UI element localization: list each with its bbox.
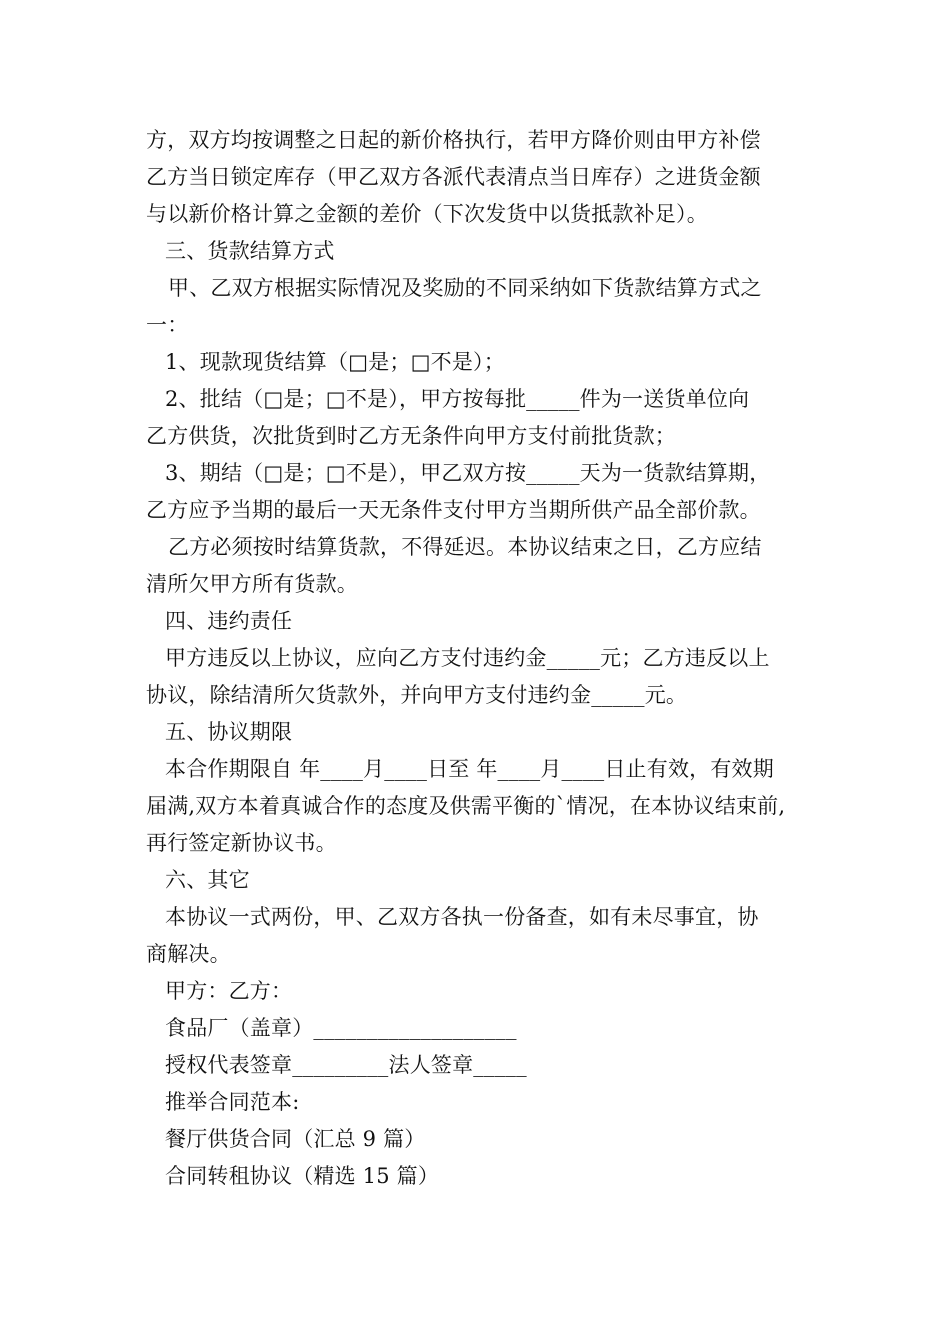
option-period-settlement: 3、期结（□是；□不是），甲乙双方按_____天为一货款结算期， xyxy=(165,461,771,485)
signature-line: 授权代表签章_________法人签章_____ xyxy=(165,1053,527,1077)
body-text-line: 本合作期限自 年____月____日至 年____月____日止有效，有效期 xyxy=(165,757,774,781)
body-text-line: 再行签定新协议书。 xyxy=(146,831,337,855)
body-text-line: 方，双方均按调整之日起的新价格执行，若甲方降价则由甲方补偿 xyxy=(146,128,761,152)
body-text-line: 乙方当日锁定库存（甲乙双方各派代表清点当日库存）之进货金额 xyxy=(146,165,761,189)
section-heading-term: 五、协议期限 xyxy=(165,720,293,744)
template-item: 合同转租协议（精选 15 篇） xyxy=(165,1164,440,1188)
option-cash-settlement: 1、现款现货结算（□是；□不是）； xyxy=(165,350,505,374)
body-text-line: 商解决。 xyxy=(146,942,231,966)
body-text-line: 乙方供货，次批货到时乙方无条件向甲方支付前批货款； xyxy=(146,424,676,448)
body-text-line: 一： xyxy=(146,313,189,337)
party-labels: 甲方：乙方： xyxy=(165,979,293,1003)
section-heading-payment: 三、货款结算方式 xyxy=(165,239,335,263)
body-text-line: 乙方应予当期的最后一天无条件支付甲方当期所供产品全部价款。 xyxy=(146,498,761,522)
section-heading-breach: 四、违约责任 xyxy=(165,609,293,633)
body-text-line: 本协议一式两份，甲、乙双方各执一份备查，如有未尽事宜，协 xyxy=(165,905,759,929)
body-text-line: 甲、乙双方根据实际情况及奖励的不同采纳如下货款结算方式之 xyxy=(168,276,762,300)
factory-seal-line: 食品厂（盖章）___________________ xyxy=(165,1016,517,1040)
section-heading-other: 六、其它 xyxy=(165,868,250,892)
template-item: 餐厅供货合同（汇总 9 篇） xyxy=(165,1127,426,1151)
option-batch-settlement: 2、批结（□是；□不是），甲方按每批_____件为一送货单位向 xyxy=(165,387,750,411)
body-text-line: 甲方违反以上协议，应向乙方支付违约金_____元；乙方违反以上 xyxy=(165,646,770,670)
body-text-line: 协议，除结清所欠货款外，并向甲方支付违约金_____元。 xyxy=(146,683,688,707)
body-text-line: 乙方必须按时结算货款，不得延迟。本协议结束之日，乙方应结 xyxy=(168,535,762,559)
body-text-line: 与以新价格计算之金额的差价（下次发货中以货抵款补足）。 xyxy=(146,202,708,226)
body-text-line: 届满,双方本着真诚合作的态度及供需平衡的`情况，在本协议结束前, xyxy=(146,794,786,818)
body-text-line: 清所欠甲方所有货款。 xyxy=(146,572,358,596)
recommended-templates-heading: 推举合同范本: xyxy=(165,1090,300,1114)
